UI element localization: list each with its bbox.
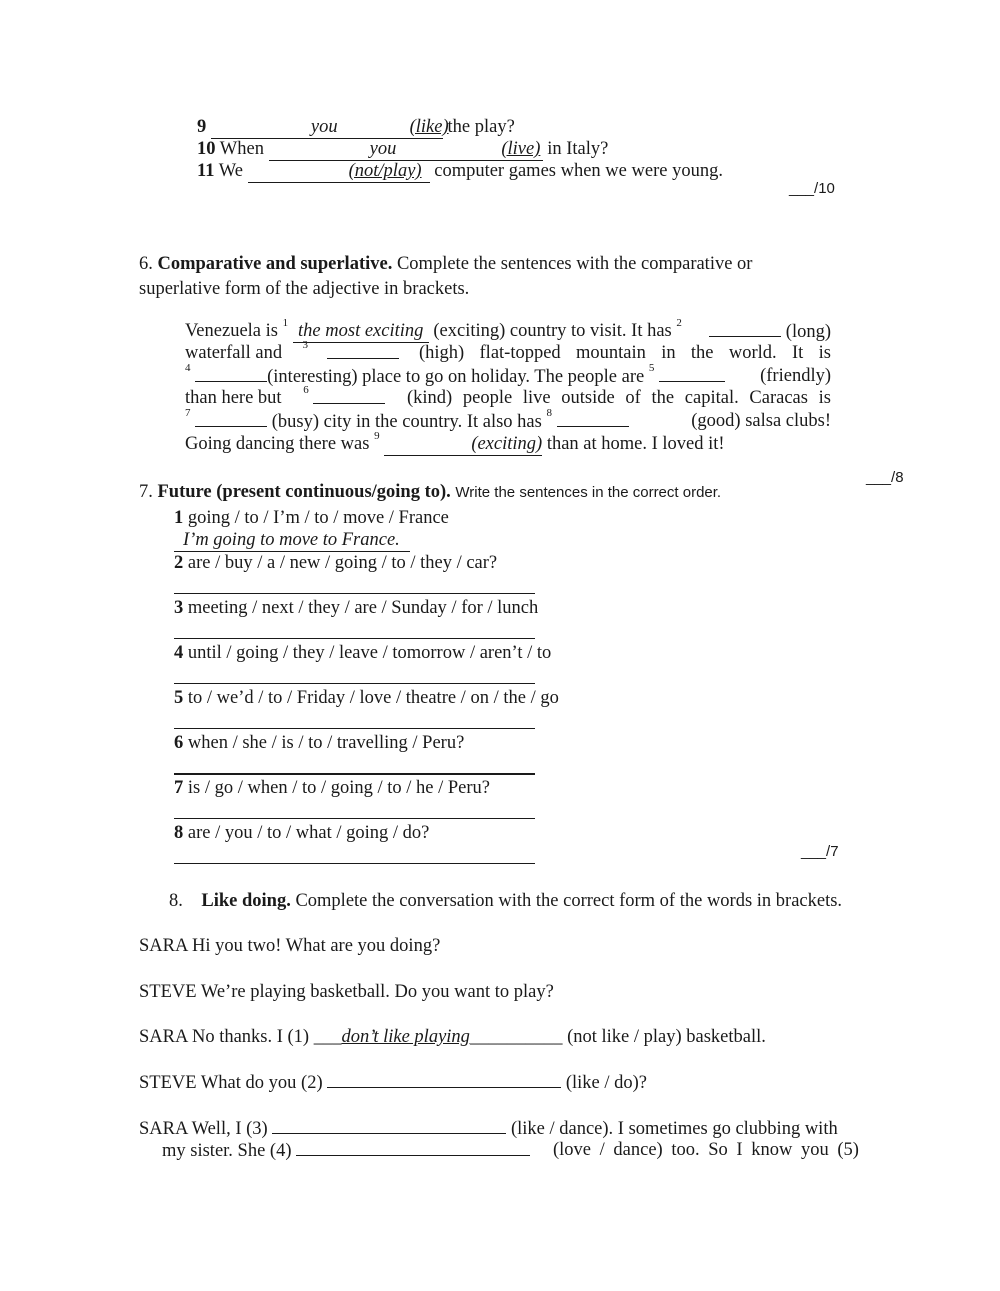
ex8-heading <box>169 890 842 912</box>
gap2-blank[interactable] <box>709 320 781 337</box>
ex8-text: STEVE What do you (2) <box>139 1073 328 1093</box>
gap-number: 8 <box>546 407 552 419</box>
q9-rest: the play? <box>442 117 515 137</box>
gap-number: 4 <box>185 362 191 374</box>
ex8-blank-2[interactable] <box>327 1071 561 1088</box>
ex7-answer-line-8[interactable] <box>174 863 535 864</box>
q11-number: 11 <box>197 161 215 181</box>
ex6-text: than here but <box>185 388 282 408</box>
ex6-text: Going dancing there was <box>185 434 375 454</box>
ex7-answer-line-6[interactable] <box>174 773 535 775</box>
ex8-blank-4[interactable] <box>296 1139 530 1156</box>
ex8-answer-1[interactable]: don’t like playing <box>341 1027 470 1047</box>
ex7-item-2 <box>174 552 497 574</box>
ex8-text: SARA No thanks. I (1) ___ <box>139 1027 342 1047</box>
ex7-item-text: are / you / to / what / going / do? <box>183 823 430 843</box>
ex8-text: my sister. She (4) <box>162 1141 297 1161</box>
q10-verb: (live) <box>501 139 541 159</box>
ex8-text: __________ (not like / play) basketball. <box>469 1027 766 1047</box>
ex8-line-3 <box>139 1026 766 1048</box>
gap-number: 9 <box>374 430 380 442</box>
ex7-answer-line-2[interactable] <box>174 593 535 594</box>
q10-prefix: When <box>219 139 264 159</box>
ex7-item-7 <box>174 777 490 799</box>
ex7-answer-line-7[interactable] <box>174 818 535 819</box>
ex7-item-8 <box>174 822 429 844</box>
ex7-item-3 <box>174 597 538 619</box>
q9-number: 9 <box>197 117 207 137</box>
q10-answer-blank[interactable] <box>269 138 543 161</box>
ex7-item-number: 8 <box>174 823 184 843</box>
gap-number: 5 <box>648 362 655 374</box>
ex7-item-text: meeting / next / they / are / Sunday / for / lunch <box>183 598 539 618</box>
ex6-line-4: than here but $^6$ (kind) people live outside of the capital. Caracas is <box>185 384 831 408</box>
ex8-blank-3[interactable] <box>272 1117 506 1134</box>
ex7-item-5 <box>174 687 559 709</box>
ex8-text: (like / dance). I sometimes go clubbing with <box>506 1119 838 1139</box>
q9-verb: (like) <box>409 117 449 137</box>
q10-rest: in Italy? <box>542 139 609 159</box>
ex7-answer-line-4[interactable] <box>174 683 535 684</box>
ex6-instruction: Complete the sentences with the comparative or <box>396 254 753 274</box>
ex7-item-text: when / she / is / to / travelling / Peru? <box>183 733 465 753</box>
ex6-title: Comparative and superlative. <box>157 254 393 274</box>
q10-answer: you <box>369 139 397 159</box>
ex6-text: than at home. I loved it! <box>542 434 725 454</box>
q11-prefix: We <box>218 161 243 181</box>
gap3-blank[interactable] <box>327 342 399 359</box>
ex7-item-text: are / buy / a / new / going / to / they / car? <box>183 553 498 573</box>
ex7-answer-line-5[interactable] <box>174 728 535 729</box>
ex7-score: ___/7 <box>801 843 839 860</box>
gap-number: 3 <box>302 339 309 351</box>
ex7-heading <box>139 481 721 504</box>
gap-number: 1 <box>282 317 289 329</box>
ex6-line-6 <box>185 430 725 456</box>
ex8-line-4 <box>139 1071 647 1094</box>
gap8-blank[interactable] <box>557 410 629 427</box>
gap4-blank[interactable] <box>195 365 267 382</box>
ex7-item-number: 1 <box>174 508 184 528</box>
gap5-blank[interactable] <box>659 365 725 382</box>
ex5-q9 <box>197 116 515 139</box>
ex8-line-5 <box>139 1117 838 1140</box>
ex8-text: (like / do)? <box>561 1073 648 1093</box>
ex8-title: Like doing. <box>201 891 291 911</box>
ex6-text: waterfall and <box>185 343 283 363</box>
ex7-item-number: 7 <box>174 778 184 798</box>
ex8-instruction: Complete the conversation with the correct form of the words in brackets. <box>295 891 843 911</box>
ex6-heading <box>139 253 752 275</box>
gap6-blank[interactable] <box>313 387 385 404</box>
ex6-text: (busy) city in the country. It also has <box>267 412 547 432</box>
gap-number: 7 <box>185 407 191 419</box>
gap-number: 2 <box>676 317 682 329</box>
ex7-item-number: 4 <box>174 643 184 663</box>
q11-verb: (not/play) <box>348 161 422 181</box>
ex6-text: (good) salsa clubs! <box>691 411 831 431</box>
ex7-item-text: until / going / they / leave / tomorrow / aren’t / to <box>183 643 552 663</box>
ex6-text: Venezuela is <box>185 321 283 341</box>
ex7-item-6 <box>174 732 464 754</box>
ex7-item-number: 2 <box>174 553 184 573</box>
ex6-text: (friendly) <box>760 366 831 386</box>
ex6-line-3 <box>185 362 831 388</box>
ex8-number: 8. <box>169 891 183 911</box>
ex7-example-answer <box>174 529 410 552</box>
q10-number: 10 <box>197 139 216 159</box>
ex7-item-text: is / go / when / to / going / to / he / Peru? <box>183 778 491 798</box>
ex7-item-text: going / to / I’m / to / move / France <box>183 508 449 528</box>
q9-answer-blank[interactable] <box>211 116 449 139</box>
ex7-title: Future (present continuous/going to). <box>157 482 451 502</box>
ex6-line-5 <box>185 407 831 433</box>
ex5-q10 <box>197 138 608 161</box>
ex6-text: (long) <box>781 322 831 342</box>
gap-number: 6 <box>303 384 309 396</box>
ex8-line-6: my sister. She (4) (love / dance) too. So I know you (5) <box>162 1140 859 1161</box>
ex5-score: ___/10 <box>789 180 835 197</box>
ex7-example-answer-text: I’m going to move to France. <box>174 529 410 552</box>
ex7-number: 7. <box>139 482 153 502</box>
ex7-item-1 <box>174 507 449 529</box>
ex7-item-number: 5 <box>174 688 184 708</box>
ex7-item-4 <box>174 642 551 664</box>
q9-answer: you <box>310 117 338 137</box>
ex6-line-1 <box>185 317 831 343</box>
q11-rest: computer games when we were young. <box>429 161 723 181</box>
ex5-q11 <box>197 160 723 183</box>
ex6-score: ___/8 <box>866 469 904 486</box>
ex8-text: SARA Well, I (3) <box>139 1119 273 1139</box>
ex6-line-2: waterfall and $^3$ (high) flat-topped mountain in the world. It is <box>185 339 831 363</box>
ex7-item-number: 3 <box>174 598 184 618</box>
ex6-number: 6. <box>139 254 153 274</box>
ex6-instruction-2: superlative form of the adjective in brackets. <box>139 279 470 299</box>
gap1-answer[interactable]: the most exciting <box>293 320 429 343</box>
ex7-item-text: to / we’d / to / Friday / love / theatre / on / the / go <box>183 688 559 708</box>
ex8-line-1: SARA Hi you two! What are you doing? <box>139 936 441 956</box>
ex7-answer-line-3[interactable] <box>174 638 535 639</box>
gap7-blank[interactable] <box>195 410 267 427</box>
gap9-answer[interactable]: (exciting) <box>384 433 542 456</box>
ex6-text: (exciting) country to visit. It has <box>428 321 677 341</box>
ex7-item-number: 6 <box>174 733 184 753</box>
ex8-line-2: STEVE We’re playing basketball. Do you want to play? <box>139 982 554 1002</box>
ex7-instruction: Write the sentences in the correct order. <box>455 484 722 501</box>
ex6-text: (interesting) place to go on holiday. The people are <box>267 367 649 387</box>
q11-answer-blank[interactable] <box>248 160 430 183</box>
